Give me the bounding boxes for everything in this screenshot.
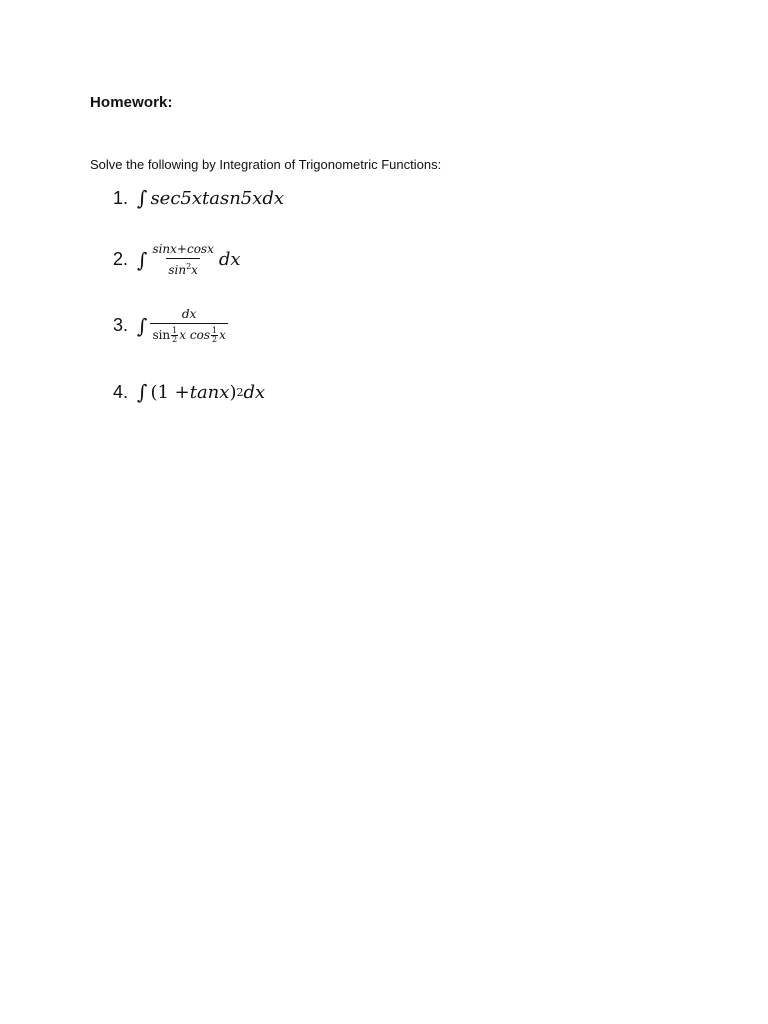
denominator-exponent: 2 — [186, 262, 192, 271]
denominator-sin: sin — [152, 328, 171, 342]
differential: dx — [218, 249, 241, 270]
half-denominator: 2 — [172, 335, 178, 344]
fraction — [150, 307, 227, 344]
problem-number: 2. — [113, 249, 129, 269]
denominator-var: x — [191, 263, 198, 277]
close-paren: ) — [229, 381, 237, 403]
integrand-expression: sec5xtasn5xdx — [150, 187, 285, 209]
half-denominator: 2 — [211, 335, 218, 344]
integral-sign-icon: ∫ — [137, 380, 148, 404]
instruction-text: Solve the following by Integration of Trigonometric Functions: — [90, 157, 442, 172]
homework-heading: Homework: — [90, 94, 173, 111]
half-exponent — [171, 327, 178, 344]
denominator-cos-var: x — [219, 328, 226, 342]
problem-4 — [113, 380, 265, 404]
tan-function: tanx — [189, 381, 230, 403]
denominator-cos: cos — [189, 328, 210, 342]
integral-sign-icon: ∫ — [137, 247, 148, 272]
problem-2 — [113, 242, 241, 277]
fraction — [150, 242, 215, 277]
integral-sign-icon: ∫ — [137, 313, 148, 338]
problem-1 — [113, 186, 284, 210]
denominator-func: sin — [168, 263, 187, 277]
problem-number: 1. — [113, 187, 129, 208]
fraction-denominator — [150, 323, 227, 344]
fraction-denominator — [166, 258, 200, 277]
problem-number: 4. — [113, 381, 129, 402]
problem-3 — [113, 307, 228, 344]
open-paren: (1 + — [150, 381, 190, 403]
differential: dx — [243, 381, 266, 403]
fraction-numerator: dx — [181, 307, 197, 321]
half-numerator: 1 — [211, 326, 218, 335]
exponent: 2 — [236, 385, 244, 399]
integral-sign-icon: ∫ — [137, 186, 148, 210]
half-exponent — [211, 327, 218, 344]
problem-number: 3. — [113, 315, 129, 335]
fraction-numerator: sinx+cosx — [152, 242, 214, 256]
denominator-sin-var: x — [179, 328, 187, 342]
half-numerator: 1 — [172, 326, 178, 335]
